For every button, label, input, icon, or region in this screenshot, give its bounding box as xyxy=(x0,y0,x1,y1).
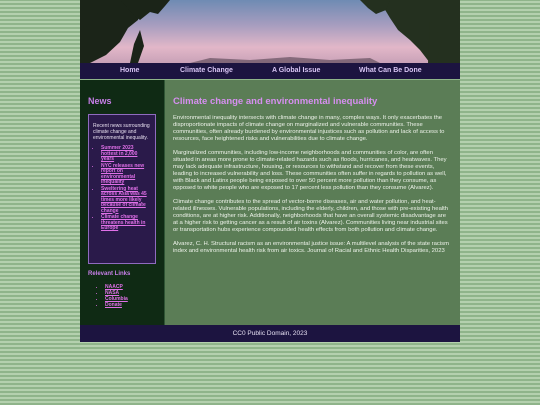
main-navigation xyxy=(80,63,460,79)
news-link-asia-heat[interactable]: Sweltering heat across Asia was 45 times more likely because of climate change xyxy=(101,185,147,214)
news-item xyxy=(101,215,151,232)
link-nasa[interactable]: NASA xyxy=(105,290,120,296)
paragraph-marginalized: Marginalized communities, including low-income neighborhoods and communities of color, are often situated in areas more prone to climate-related hazards such as floods, hurricanes, and heatwaves. They may lack adequate infrastructure, housing, or resources to withstand and recover from these events, leading to increased vulnerability and loss. These communities often suffer in regards to pollution as well, with Black and Latinx people being exposed to over 50 percent more pollution than they consume, as opposed to white people who are exposed to 17 percent less pollution than they consume (Alvarez). xyxy=(173,150,447,191)
nav-item-a-global-issue[interactable]: A Global Issue xyxy=(272,67,321,74)
news-heading: News xyxy=(88,96,112,106)
news-intro: Recent news surrounding climate change and environmental inequality. xyxy=(93,123,150,141)
news-box xyxy=(88,114,156,264)
news-item xyxy=(101,164,151,186)
pine-trees-illustration xyxy=(80,0,460,63)
news-link-summer-2023[interactable]: Summer 2023 hottest in 2,000 years xyxy=(101,145,138,162)
main-content xyxy=(165,80,460,325)
news-list xyxy=(93,146,151,232)
relevant-links-list xyxy=(88,284,128,308)
link-columbia[interactable]: Columbia xyxy=(105,296,128,302)
link-donate[interactable]: Donate xyxy=(105,302,122,308)
link-item xyxy=(105,302,128,308)
page-title: Climate change and environmental inequality xyxy=(173,96,378,107)
footer: CC0 Public Domain, 2023 xyxy=(80,325,460,342)
page xyxy=(80,0,460,342)
paragraph-health: Climate change contributes to the spread of vector-borne diseases, air and water pollution, and heat-related illnesses. Vulnerable populations, including the elderly, children, and those with pre-existing health conditions, are at higher risk. Additionally, neighborhoods that have an overall systemic disadvantage are at a higher risk to getting cancer as a result of air toxins (Alvarez). Communities living near industrial sites or transportation hubs experience compounded health effects from both pollution and climate change. xyxy=(173,199,449,233)
link-naacp[interactable]: NAACP xyxy=(105,284,123,290)
nav-item-climate-change[interactable]: Climate Change xyxy=(180,67,233,74)
news-link-nyc-report[interactable]: NYC releases new report on environmental inequality xyxy=(101,162,145,185)
news-link-europe-health[interactable]: Climate change threatens health in Europe xyxy=(101,214,146,231)
nav-item-what-can-be-done[interactable]: What Can Be Done xyxy=(359,67,422,74)
news-item xyxy=(101,146,151,163)
header-banner-image xyxy=(80,0,460,63)
relevant-links-heading: Relevant Links xyxy=(88,271,131,277)
news-item xyxy=(101,187,151,215)
sidebar xyxy=(80,80,165,325)
nav-item-home[interactable]: Home xyxy=(120,67,140,74)
paragraph-intro: Environmental inequality intersects with climate change in many, complex ways. It only exacerbates the disproportionate impacts of climate change on marginalized and vulnerable communities. These communities, often already burdened by environmental injustices such as pollution and lack of access to resources, face heightened risks and vulnerabilities due to climate change. xyxy=(173,115,445,142)
paragraph-citation: Alvarez, C. H. Structural racism as an environmental justice issue: A multilevel analysis of the state racism index and environmental health risk from air toxics. Journal of Racial and Ethnic Health Disparities, 2023 xyxy=(173,241,449,254)
